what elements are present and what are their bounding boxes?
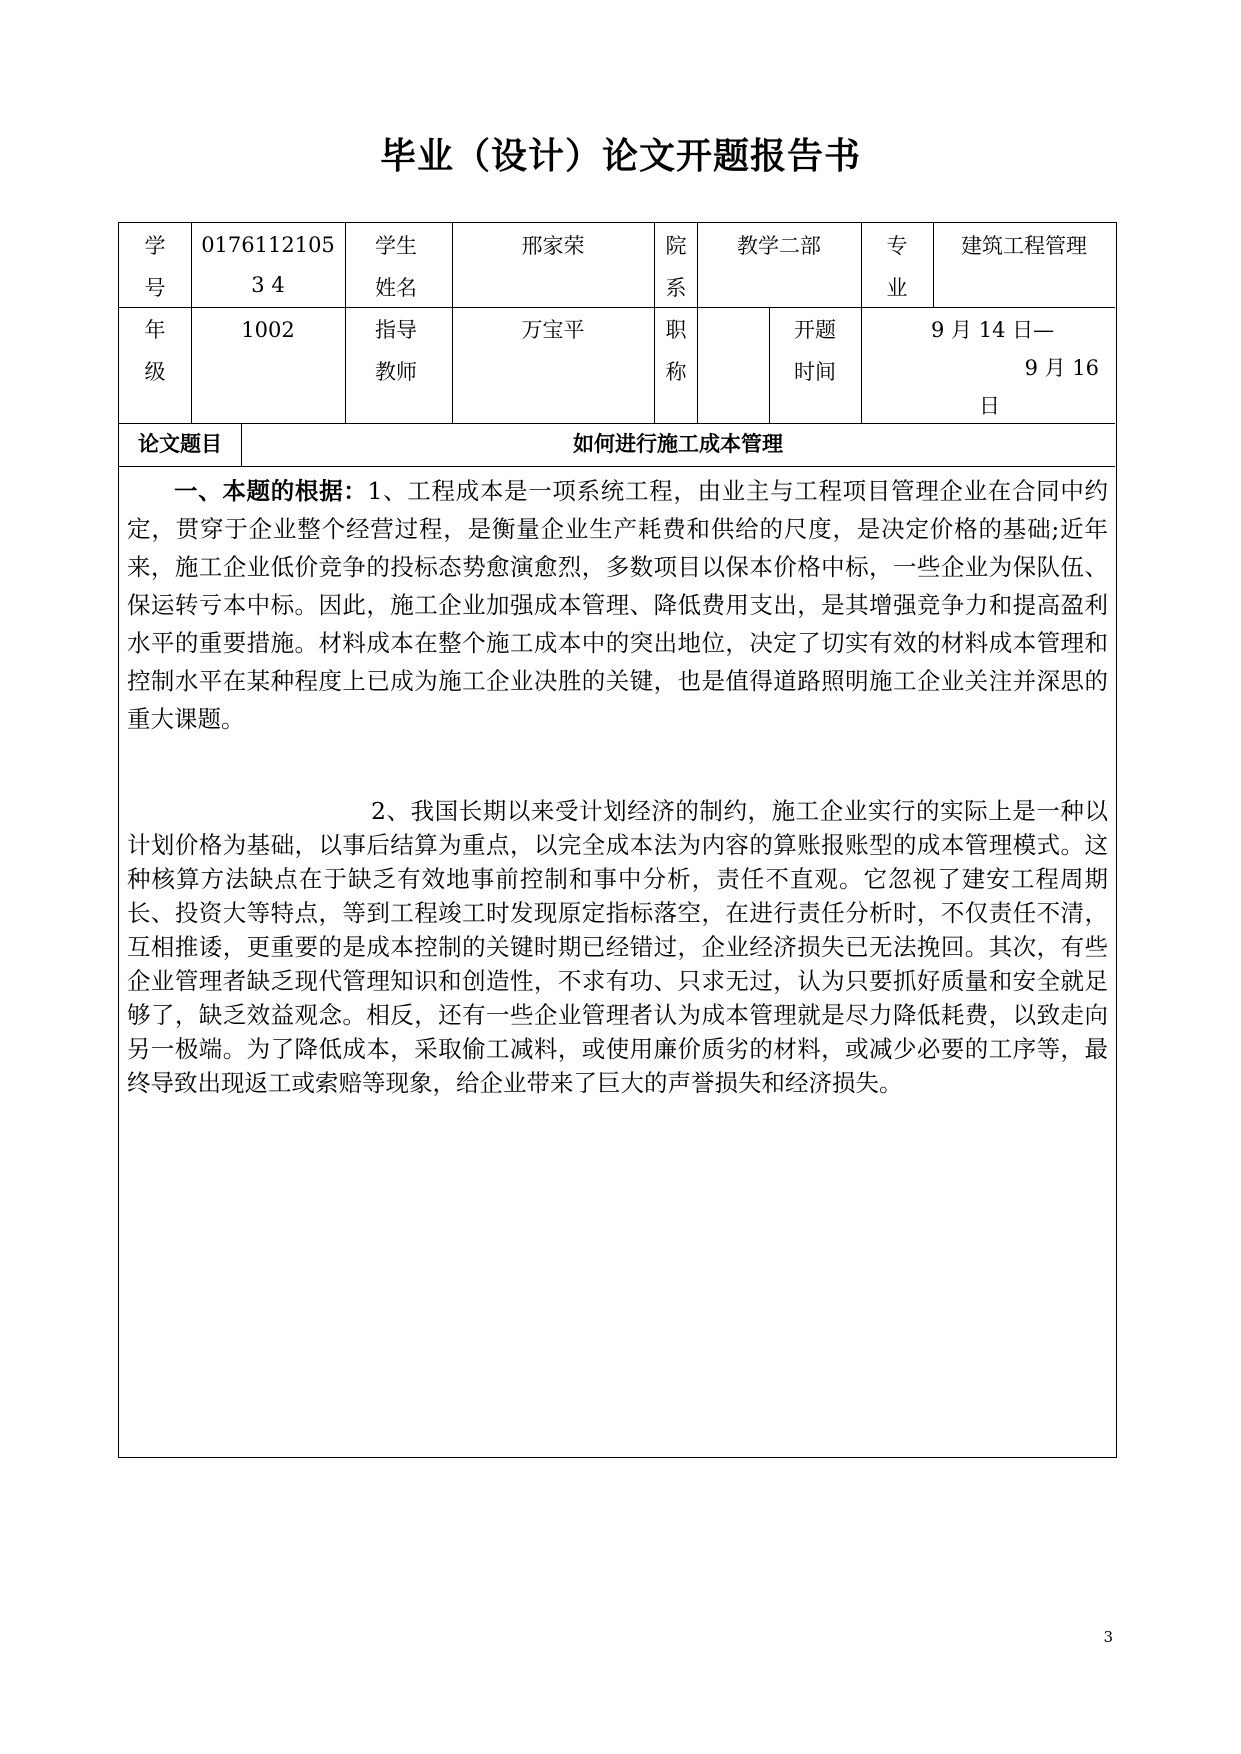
- major-value: 建筑工程管理: [961, 234, 1087, 258]
- paragraph-1: [127, 472, 1108, 738]
- department-value: 教学二部: [737, 234, 821, 258]
- grade-value: 1002: [241, 318, 295, 342]
- topic-label: 论文题目: [138, 432, 222, 456]
- report-table: [118, 222, 1117, 1458]
- col-divider: [345, 223, 346, 423]
- student-id-value: 01761121053 4: [201, 233, 335, 297]
- col-divider: [769, 307, 770, 423]
- row-divider-3: [119, 466, 1115, 467]
- student-name-value: 邢家荣: [521, 234, 585, 258]
- advisor-label: 指导教师: [375, 318, 417, 384]
- page-title: 毕业（设计）论文开题报告书: [379, 136, 861, 177]
- col-divider: [654, 223, 655, 423]
- start-time-label: 开题时间: [794, 318, 836, 384]
- row-divider-1: [119, 307, 1115, 308]
- section-heading: 一、本题的根据：: [174, 477, 368, 505]
- page-number: 3: [1103, 1628, 1113, 1646]
- start-time-line2: 9 月 16: [1024, 356, 1099, 380]
- advisor-value: 万宝平: [521, 318, 585, 342]
- title-rank-label: 职称: [665, 318, 687, 384]
- department-label: 院系: [665, 234, 687, 300]
- start-time-value: [861, 309, 1115, 423]
- paragraph-1-text: 1、工程成本是一项系统工程，由业主与工程项目管理企业在合同中约定，贯穿于企业整个经营过程，是衡量企业生产耗费和供给的尺度，是决定价格的基础;近年来，施工企业低价竞争的投标态势愈演愈烈，多数项目以保本价格中标，一些企业为保队伍、保运转亏本中标。因此，施工企业加强成本管理、降低费用支出，是其增强竞争力和提高盈利水平的重要措施。材料成本在整个施工成本中的突出地位，决定了切实有效的材料成本管理和控制水平在某种程度上已成为施工企业决胜的关键，也是值得道路照明施工企业关注并深思的重大课题。: [127, 477, 1108, 733]
- paragraph-2: 2、我国长期以来受计划经济的制约，施工企业实行的实际上是一种以计划价格为基础，以事后结算为重点，以完全成本法为内容的算账报账型的成本管理模式。这种核算方法缺点在于缺乏有效地事前控制和事中分析，责任不直观。它忽视了建安工程周期长、投资大等特点，等到工程竣工时发现原定指标落空，在进行责任分析时，不仅责任不清，互相推诿，更重要的是成本控制的关键时期已经错过，企业经济损失已无法挽回。其次，有些企业管理者缺乏现代管理知识和创造性，不求有功、只求无过，认为只要抓好质量和安全就足够了，缺乏效益观念。相反，还有一些企业管理者认为成本管理就是尽力降低耗费，以致走向另一极端。为了降低成本，采取偷工减料，或使用廉价质劣的材料，或减少必要的工序等，最终导致出现返工或索赔等现象，给企业带来了巨大的声誉损失和经济损失。: [127, 797, 1108, 1097]
- grade-label: 年级: [144, 318, 166, 384]
- student-id-label: 学号: [144, 234, 166, 300]
- start-time-line3: 日: [979, 394, 1000, 418]
- start-time-line1: 9 月 14 日—: [931, 318, 1055, 342]
- major-label: 专业: [886, 234, 908, 300]
- student-name-label: 学生姓名: [375, 234, 417, 300]
- topic-value: 如何进行施工成本管理: [573, 432, 783, 456]
